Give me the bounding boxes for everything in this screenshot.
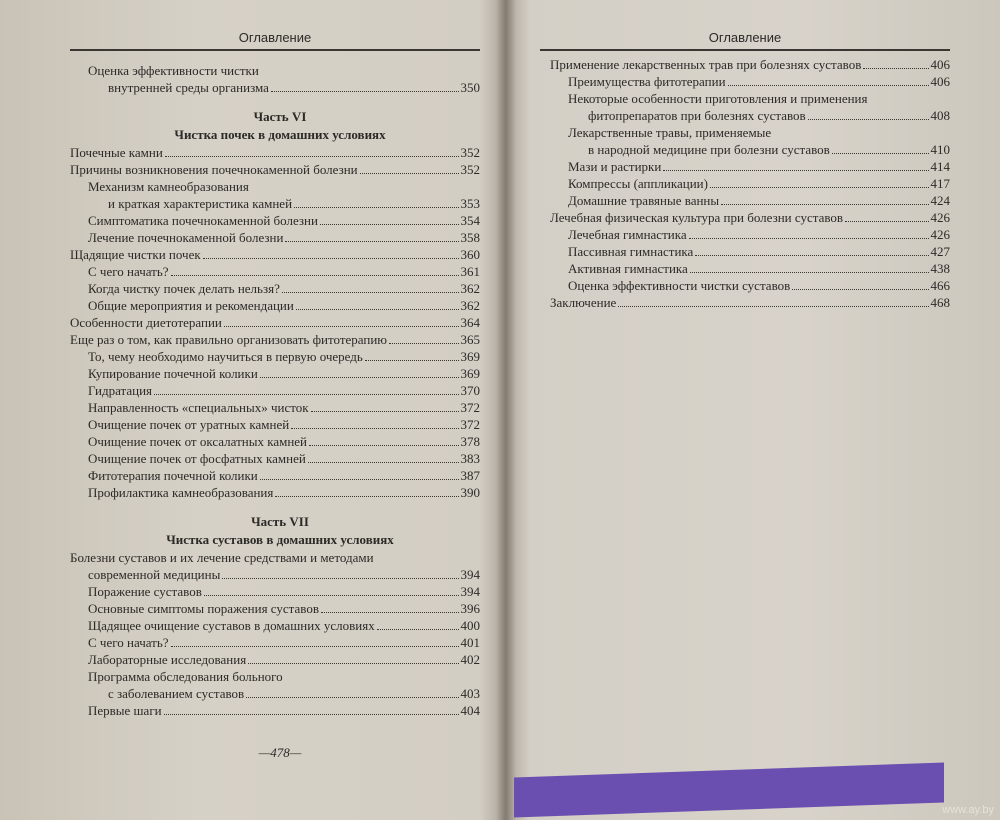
toc-entry[interactable] [60,416,480,433]
toc-entry[interactable] [540,226,950,243]
dot-leader [320,224,459,225]
toc-page-number: 414 [930,159,950,174]
toc-entry-title: Домашние травяные ванны [568,193,720,208]
toc-entry-title: Поражение суставов [88,584,202,599]
dot-leader [296,309,459,310]
dot-leader [808,119,929,120]
toc-page-number: 466 [930,278,950,293]
toc-right [540,56,950,311]
toc-entry[interactable] [60,702,480,719]
toc-entry[interactable] [60,549,480,583]
dot-leader [377,629,459,630]
toc-entry-title: Лечение почечнокаменной болезни [88,230,284,245]
toc-page-number: 390 [460,485,480,500]
watermark: www.ay.by [942,804,994,816]
toc-entry-title: Некоторые особенности приготовления и применения [568,91,868,106]
dot-leader [389,343,459,344]
toc-entry-title: Профилактика камнеобразования [88,485,274,500]
toc-page-number: 378 [460,434,480,449]
toc-entry[interactable] [540,73,950,90]
toc-entry-title: Особенности диетотерапии [70,315,222,330]
toc-entry-title: Программа обследования больного [88,669,283,684]
toc-page-number: 426 [930,227,950,242]
toc-page-number: 387 [460,468,480,483]
toc-page-number: 402 [460,652,480,667]
toc-entry[interactable] [60,600,480,617]
toc-entry-title: Щадящие чистки почек [70,247,201,262]
toc-entry-title: Преимущества фитотерапии [568,74,726,89]
toc-entry[interactable] [60,484,480,501]
dot-leader [365,360,459,361]
toc-page-number: 406 [930,57,950,72]
dot-leader [308,462,459,463]
toc-page-number: 424 [930,193,950,208]
dot-leader [222,578,458,579]
toc-entry[interactable] [60,450,480,467]
toc-page-number: 403 [460,686,480,701]
toc-entry[interactable] [60,229,480,246]
toc-entry[interactable] [540,277,950,294]
toc-entry-title: Когда чистку почек делать нельзя? [88,281,280,296]
toc-page-number: 400 [460,618,480,633]
dot-leader [309,445,458,446]
toc-entry-title: Лекарственные травы, применяемые [568,125,772,140]
toc-page-number: 360 [460,247,480,262]
toc-page-number: 401 [460,635,480,650]
toc-entry-title: Очищение почек от фосфатных камней [88,451,306,466]
dot-leader [721,204,928,205]
toc-entry[interactable] [60,617,480,634]
part-heading: Чистка почек в домашних условиях [174,127,386,142]
toc-entry[interactable] [540,192,950,209]
running-head-left: Оглавление [70,30,480,51]
toc-entry-title: С чего начать? [88,264,169,279]
dot-leader [260,479,459,480]
toc-page-number: 352 [460,145,480,160]
toc-entry-title: Почечные камни [70,145,163,160]
dot-leader [165,156,459,157]
toc-entry[interactable] [60,161,480,178]
toc-entry-title: Щадящее очищение суставов в домашних условиях [88,618,375,633]
dot-leader [863,68,928,69]
toc-page-number: 361 [460,264,480,279]
toc-page-number: 468 [930,295,950,310]
toc-entry[interactable] [60,365,480,382]
dot-leader [203,258,459,259]
toc-entry[interactable] [60,314,480,331]
toc-entry[interactable] [540,90,950,124]
toc-page-number: 372 [460,400,480,415]
toc-entry[interactable] [60,144,480,161]
toc-entry[interactable] [540,260,950,277]
toc-entry-title: Оценка эффективности чистки [88,63,259,78]
part-heading: Чистка суставов в домашних условиях [166,532,394,547]
toc-entry[interactable] [60,433,480,450]
dot-leader [171,646,459,647]
page-number: —478— [258,745,302,760]
dot-leader [690,272,929,273]
toc-entry-title: Компрессы (аппликации) [568,176,708,191]
toc-entry-title: внутренней среды организма [108,80,269,95]
toc-entry-title: Пассивная гимнастика [568,244,694,259]
dot-leader [271,91,459,92]
dot-leader [246,697,458,698]
dot-leader [285,241,458,242]
dot-leader [291,428,458,429]
toc-entry[interactable] [60,263,480,280]
dot-leader [689,238,929,239]
toc-entry[interactable] [60,467,480,484]
toc-entry[interactable] [60,178,480,212]
toc-entry-title: и краткая характеристика камней [108,196,293,211]
toc-page-number: 353 [460,196,480,211]
book-spine [496,0,516,820]
toc-page-number: 362 [460,281,480,296]
toc-page-number: 372 [460,417,480,432]
toc-entry[interactable] [60,280,480,297]
toc-entry[interactable] [60,331,480,348]
toc-entry[interactable] [60,583,480,600]
running-head-right: Оглавление [540,30,950,51]
toc-entry[interactable] [540,56,950,73]
toc-entry[interactable] [540,124,950,158]
toc-entry-title: Причины возникновения почечнокаменной болезни [70,162,358,177]
dot-leader [164,714,459,715]
toc-entry-title: Лабораторные исследования [88,652,247,667]
dot-leader [360,173,459,174]
toc-entry-title: фитопрепаратов при болезнях суставов [588,108,806,123]
dot-leader [260,377,459,378]
dot-leader [224,326,459,327]
toc-entry[interactable] [60,297,480,314]
toc-entry[interactable] [540,209,950,226]
toc-entry-title: Купирование почечной колики [88,366,258,381]
toc-page-number: 394 [460,567,480,582]
toc-page-number: 438 [930,261,950,276]
toc-entry[interactable] [540,158,950,175]
toc-entry[interactable] [540,243,950,260]
toc-page-number: 364 [460,315,480,330]
toc-page-number: 350 [460,80,480,95]
toc-entry-title: Заключение [550,295,617,310]
toc-entry-title: Симптоматика почечнокаменной болезни [88,213,318,228]
bookmark-ribbon [514,762,944,817]
dot-leader [154,394,458,395]
toc-entry-title: Мази и растирки [568,159,662,174]
toc-page-number: 410 [930,142,950,157]
toc-entry-title: Гидратация [88,383,153,398]
toc-entry-title: Активная гимнастика [568,261,688,276]
toc-page-number: 352 [460,162,480,177]
dot-leader [248,663,458,664]
toc-page-number: 427 [930,244,950,259]
toc-entry-title: Первые шаги [88,703,162,718]
dot-leader [204,595,459,596]
toc-entry-title: Общие мероприятия и рекомендации [88,298,294,313]
toc-entry-title: с заболеванием суставов [108,686,245,701]
toc-page-number: 426 [930,210,950,225]
dot-leader [832,153,929,154]
dot-leader [294,207,458,208]
toc-entry-title: Еще раз о том, как правильно организовать фитотерапию [70,332,387,347]
toc-left [60,62,480,719]
toc-page-number: 396 [460,601,480,616]
toc-entry-title: Направленность «специальных» чисток [88,400,309,415]
toc-entry-title: Очищение почек от оксалатных камней [88,434,308,449]
dot-leader [663,170,928,171]
part-heading: Часть VI [253,109,307,124]
toc-entry[interactable] [60,668,480,702]
toc-entry-title: Лечебная гимнастика [568,227,687,242]
toc-entry-title: Основные симптомы поражения суставов [88,601,319,616]
dot-leader [321,612,459,613]
dot-leader [728,85,929,86]
toc-entry[interactable] [60,382,480,399]
toc-entry-title: Оценка эффективности чистки суставов [568,278,791,293]
dot-leader [792,289,928,290]
dot-leader [695,255,928,256]
toc-page-number: 354 [460,213,480,228]
toc-entry-title: Применение лекарственных трав при болезнях суставов [550,57,862,72]
toc-entry[interactable] [60,651,480,668]
toc-entry-title: С чего начать? [88,635,169,650]
toc-page-number: 365 [460,332,480,347]
left-page [60,0,480,800]
dot-leader [845,221,928,222]
toc-page-number: 408 [930,108,950,123]
toc-entry[interactable] [540,294,950,311]
dot-leader [618,306,928,307]
toc-entry-title: Болезни суставов и их лечение средствами и методами [70,550,374,565]
toc-page-number: 370 [460,383,480,398]
toc-entry[interactable] [60,399,480,416]
toc-page-number: 417 [930,176,950,191]
toc-entry[interactable] [60,212,480,229]
toc-page-number: 394 [460,584,480,599]
toc-page-number: 404 [460,703,480,718]
toc-entry[interactable] [60,62,480,96]
toc-page-number: 362 [460,298,480,313]
toc-entry-title: Очищение почек от уратных камней [88,417,290,432]
toc-entry[interactable] [60,348,480,365]
toc-page-number: 383 [460,451,480,466]
part-heading: Часть VII [251,514,309,529]
toc-entry-title: современной медицины [88,567,221,582]
dot-leader [171,275,459,276]
toc-entry[interactable] [60,246,480,263]
right-page [540,0,950,340]
toc-entry[interactable] [60,634,480,651]
toc-entry-title: в народной медицине при болезни суставов [588,142,830,157]
dot-leader [282,292,459,293]
dot-leader [275,496,458,497]
toc-page-number: 358 [460,230,480,245]
dot-leader [311,411,459,412]
toc-entry-title: Механизм камнеобразования [88,179,249,194]
toc-page-number: 369 [460,349,480,364]
toc-entry-title: Фитотерапия почечной колики [88,468,258,483]
toc-entry-title: Лечебная физическая культура при болезни суставов [550,210,844,225]
dot-leader [710,187,929,188]
toc-entry-title: То, чему необходимо научиться в первую очередь [88,349,363,364]
toc-entry[interactable] [540,175,950,192]
toc-page-number: 369 [460,366,480,381]
toc-page-number: 406 [930,74,950,89]
